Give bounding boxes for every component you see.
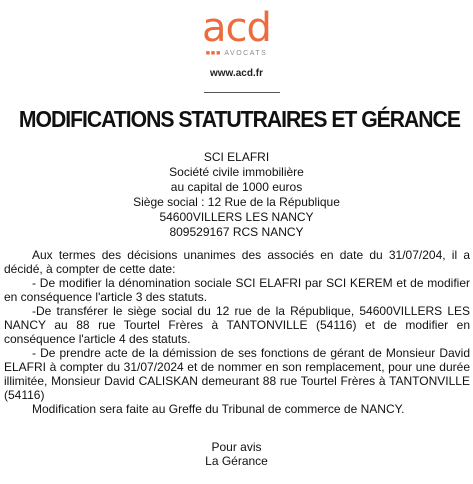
company-details	[0, 150, 473, 240]
company-city: 54600VILLERS LES NANCY	[159, 210, 314, 224]
company-rcs: 809529167 RCS NANCY	[169, 225, 304, 239]
notice-title: MODIFICATIONS STATUTRAIRES ET GÉRANCE	[18, 106, 460, 132]
paragraph-decision: Aux termes des décisions unanimes des associés en date du 31/07/204, il a décidé, à compter de cette date:	[4, 248, 470, 276]
company-capital: au capital de 1000 euros	[170, 180, 303, 194]
signature-line-2: La Gérance	[205, 454, 268, 468]
header-divider	[204, 92, 280, 93]
signature-block	[0, 440, 473, 468]
company-address: Siège social : 12 Rue de la République	[133, 195, 340, 209]
notice-body	[4, 248, 470, 416]
paragraph-name-change: - De modifier la dénomination sociale SCI ELAFRI par SCI KEREM et de modifier en conséquence l'article 3 des statuts.	[4, 276, 470, 304]
paragraph-transfer: -De transférer le siège social du 12 rue de la République, 54600VILLERS LES NANCY au 88 rue Tourtel Frères à TANTONVILLE (54116) et de modifier en conséquence l'article 4 des statuts.	[4, 304, 470, 346]
logo-dots-icon: ■■■	[205, 50, 222, 57]
company-form: Société civile immobilière	[169, 165, 304, 179]
paragraph-manager: - De prendre acte de la démission de ses fonctions de gérant de Monsieur David ELAFRI à compter du 31/07/2024 et de nommer en son remplacement, pour une durée illimitée, Monsieur David CALISKAN demeurant 88 rue Tourtel Frères à TANTONVILLE (54116)	[4, 346, 470, 402]
signature-line-1: Pour avis	[211, 440, 262, 454]
logo-subtitle	[0, 50, 473, 57]
company-name: SCI ELAFRI	[203, 150, 270, 164]
acd-logo	[0, 5, 473, 57]
website-url: www.acd.fr	[210, 68, 263, 79]
logo-wordmark: acd	[202, 5, 271, 51]
paragraph-registry: Modification sera faite au Greffe du Tribunal de commerce de NANCY.	[32, 402, 405, 416]
logo-subtitle-text: AVOCATS	[224, 50, 268, 57]
